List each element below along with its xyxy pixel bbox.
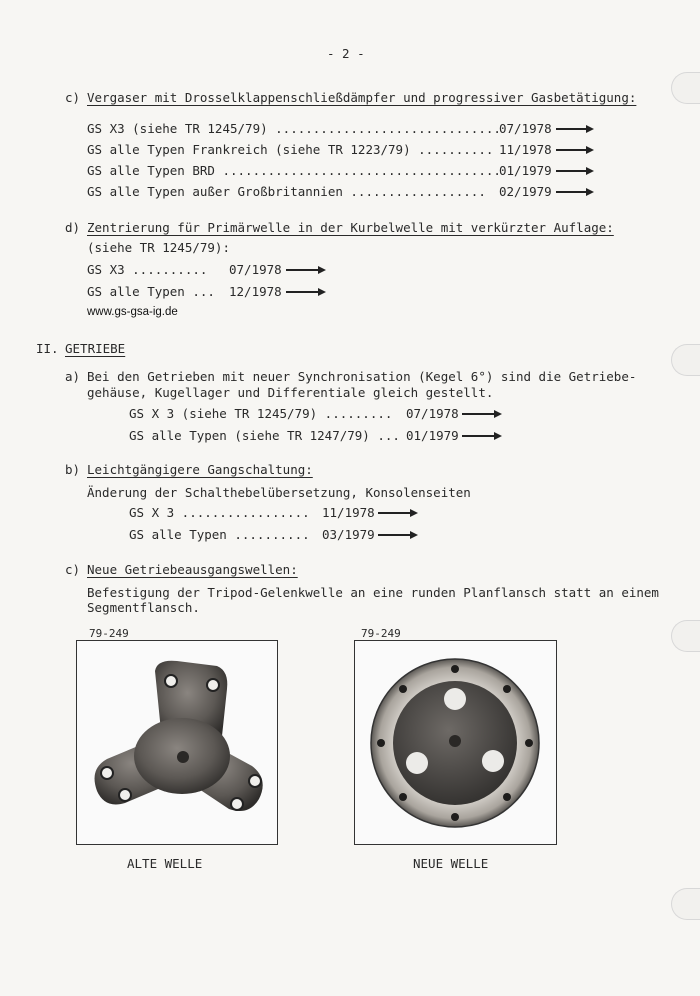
arrow-right-icon <box>462 413 500 415</box>
c1-row-label: GS alle Typen Frankreich (siehe TR 1223/79) .......... <box>87 142 494 157</box>
section-c2-line1: Befestigung der Tripod-Gelenkwelle an eine runden Planflansch statt an einem <box>87 585 659 600</box>
section-d-sub: (siehe TR 1245/79): <box>87 240 230 255</box>
figure-caption: ALTE WELLE <box>127 856 203 871</box>
tripod-flange-icon <box>77 641 277 844</box>
arrow-right-icon <box>556 149 592 151</box>
arrow-right-icon <box>378 512 416 514</box>
section-c2-heading: Neue Getriebeausgangswellen: <box>87 562 298 577</box>
c1-row-date: 01/1979 <box>499 163 552 178</box>
b-row-label: GS alle Typen .......... <box>129 527 310 542</box>
c1-row-date: 02/1979 <box>499 184 552 199</box>
punch-hole-mark <box>671 620 700 652</box>
arrow-right-icon <box>462 435 500 437</box>
arrow-right-icon <box>556 128 592 130</box>
a-row-date: 01/1979 <box>406 428 459 443</box>
figure-ref: 79-249 <box>89 627 129 640</box>
punch-hole-mark <box>671 72 700 104</box>
section-ii-title: GETRIEBE <box>65 341 126 356</box>
section-c1-heading: Vergaser mit Drosselklappenschließdämpfer und progressiver Gasbetätigung: <box>87 90 637 105</box>
punch-hole-mark <box>671 344 700 376</box>
b-row-date: 03/1979 <box>322 527 375 542</box>
arrow-right-icon <box>378 534 416 536</box>
section-c2-prefix: c) <box>65 562 81 577</box>
c1-row-label: GS alle Typen BRD ..................................... <box>87 163 501 178</box>
d-row-label: GS X3 .......... <box>87 262 208 277</box>
page-number: - 2 - <box>327 46 365 61</box>
arrow-right-icon <box>286 291 324 293</box>
photo-new-shaft <box>354 640 557 845</box>
d-row-date: 07/1978 <box>229 262 282 277</box>
c1-row-date: 11/1978 <box>499 142 552 157</box>
section-b-prefix: b) <box>65 462 81 477</box>
d-row-label: GS alle Typen ... <box>87 284 215 299</box>
website-link[interactable]: www.gs-gsa-ig.de <box>87 306 178 318</box>
section-d-prefix: d) <box>65 220 81 235</box>
photo-old-shaft <box>76 640 278 845</box>
a-row-date: 07/1978 <box>406 406 459 421</box>
section-c2-line2: Segmentflansch. <box>87 600 200 615</box>
a-row-label: GS alle Typen (siehe TR 1247/79) ... <box>129 428 400 443</box>
figure-caption: NEUE WELLE <box>413 856 489 871</box>
d-row-date: 12/1978 <box>229 284 282 299</box>
c1-row-label: GS X3 (siehe TR 1245/79) .............................. <box>87 121 501 136</box>
section-d-heading: Zentrierung für Primärwelle in der Kurbelwelle mit verkürzter Auflage: <box>87 220 614 235</box>
section-b-heading: Leichtgängigere Gangschaltung: <box>87 462 313 477</box>
section-a-prefix: a) <box>65 369 81 384</box>
section-a-line2: gehäuse, Kugellager und Differentiale gleich gestellt. <box>87 385 494 400</box>
punch-hole-mark <box>671 888 700 920</box>
b-row-label: GS X 3 ................. <box>129 505 310 520</box>
b-row-date: 11/1978 <box>322 505 375 520</box>
a-row-label: GS X 3 (siehe TR 1245/79) ......... <box>129 406 393 421</box>
section-a-line1: Bei den Getrieben mit neuer Synchronisation (Kegel 6°) sind die Getriebe- <box>87 369 637 384</box>
section-ii-number: II. <box>36 341 59 356</box>
arrow-right-icon <box>556 170 592 172</box>
arrow-right-icon <box>556 191 592 193</box>
section-b-sub: Änderung der Schalthebelübersetzung, Konsolenseiten <box>87 485 471 500</box>
round-flange-icon <box>355 641 556 844</box>
figure-ref: 79-249 <box>361 627 401 640</box>
c1-row-label: GS alle Typen außer Großbritannien .................. <box>87 184 486 199</box>
arrow-right-icon <box>286 269 324 271</box>
section-c1-prefix: c) <box>65 90 81 105</box>
c1-row-date: 07/1978 <box>499 121 552 136</box>
